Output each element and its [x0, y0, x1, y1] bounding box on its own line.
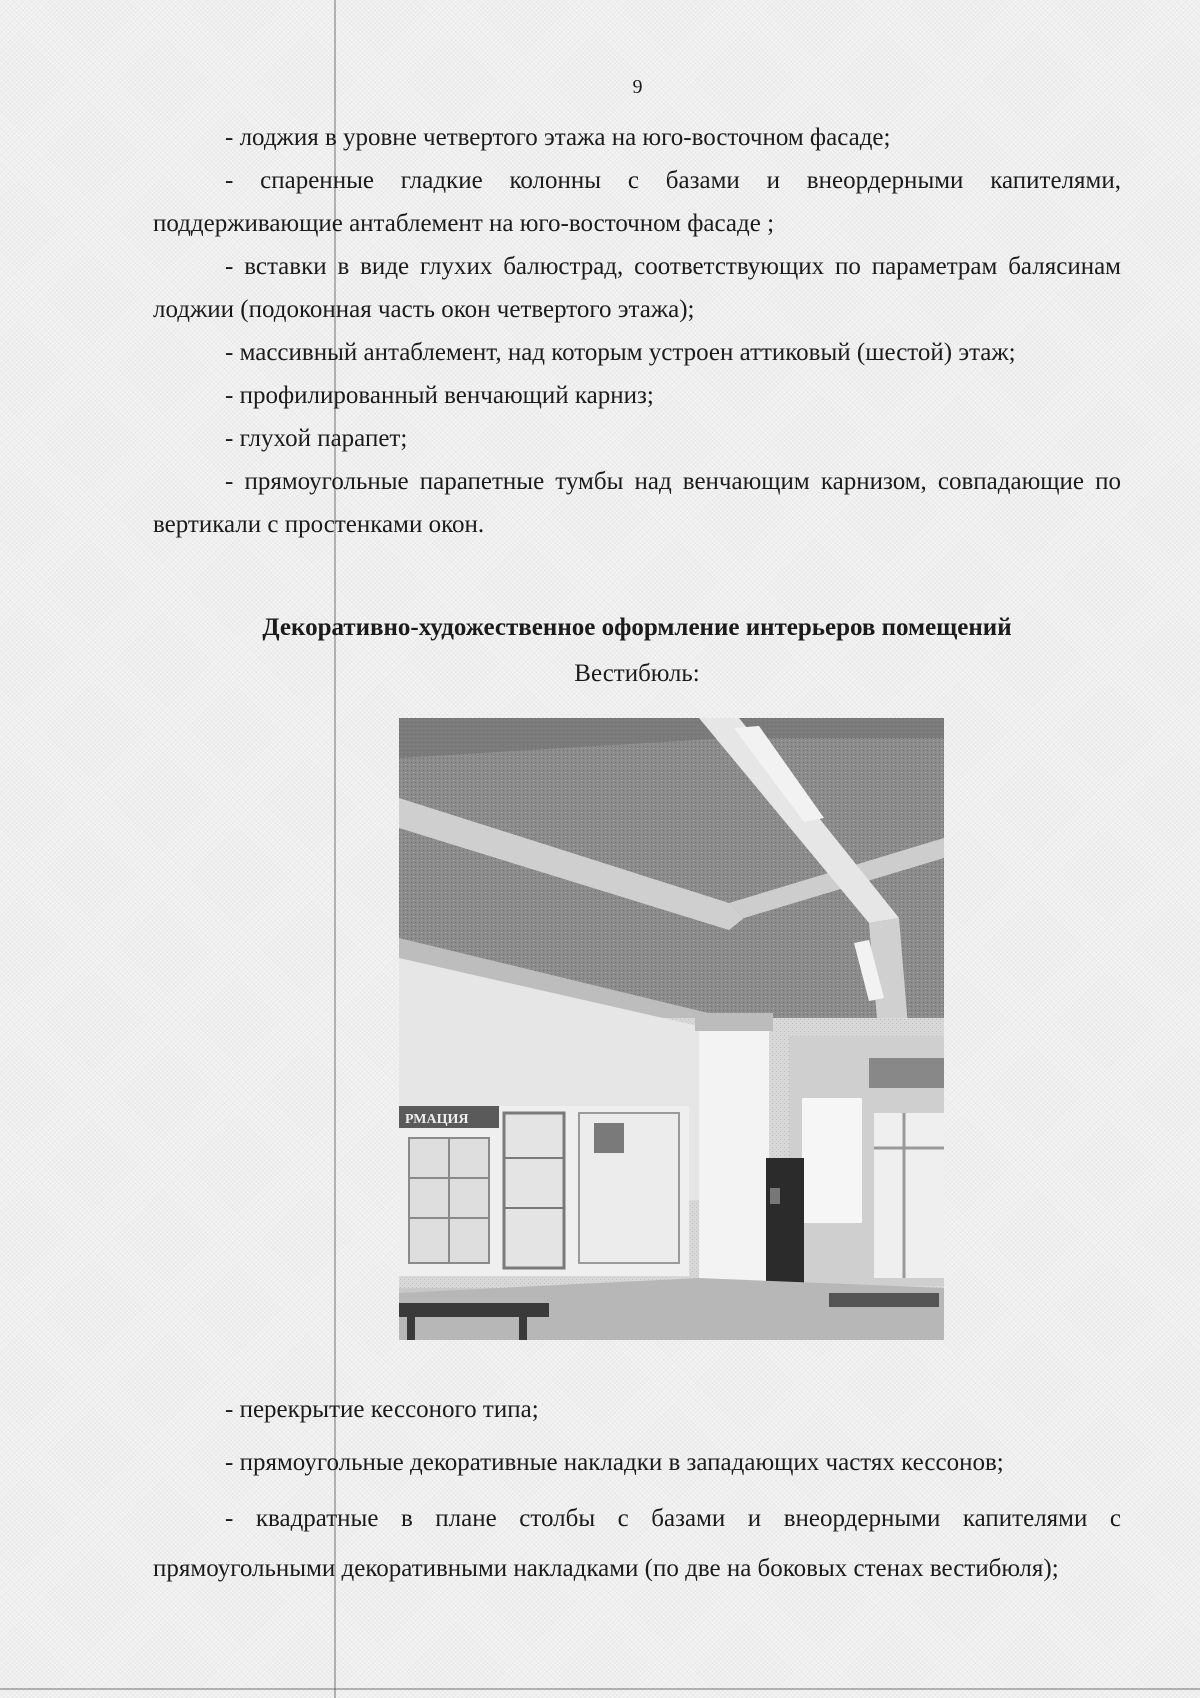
list-item: - профилированный венчающий карниз;	[225, 382, 654, 409]
scan-artifact-horizontal-line	[0, 1688, 1200, 1690]
list-item: - прямоугольные декоративные накладки в западающих частях кессонов;	[225, 1449, 1004, 1476]
list-item: - перекрытие кессоного типа;	[225, 1396, 539, 1423]
list-item: - лоджия в уровне четвертого этажа на юго-восточном фасаде;	[225, 124, 891, 151]
page-number: 9	[632, 76, 643, 98]
list-item: - квадратные в плане столбы с базами и внеордерными капителями с прямоугольными декоративными накладками (по две на боковых стенах вестибюля);	[153, 1505, 1121, 1582]
section-subheading: Вестибюль:	[574, 660, 700, 687]
info-board-sign: РМАЦИЯ	[405, 1112, 469, 1127]
vestibule-photo	[399, 718, 944, 1340]
list-item: - спаренные гладкие колонны с базами и внеордерными капителями, поддерживающие антаблемент на юго-восточном фасаде ;	[153, 167, 1121, 237]
top-list	[153, 116, 1121, 546]
list-item: - глухой парапет;	[225, 425, 408, 452]
list-item: - прямоугольные парапетные тумбы над венчающим карнизом, совпадающие по вертикали с простенками окон.	[153, 468, 1121, 538]
bottom-list	[153, 1388, 1121, 1594]
list-item: - массивный антаблемент, над которым устроен аттиковый (шестой) этаж;	[225, 339, 1016, 366]
list-item: - вставки в виде глухих балюстрад, соответствующих по параметрам балясинам лоджии (подоконная часть окон четвертого этажа);	[153, 253, 1121, 323]
section-heading: Декоративно-художественное оформление интерьеров помещений	[262, 614, 1012, 641]
